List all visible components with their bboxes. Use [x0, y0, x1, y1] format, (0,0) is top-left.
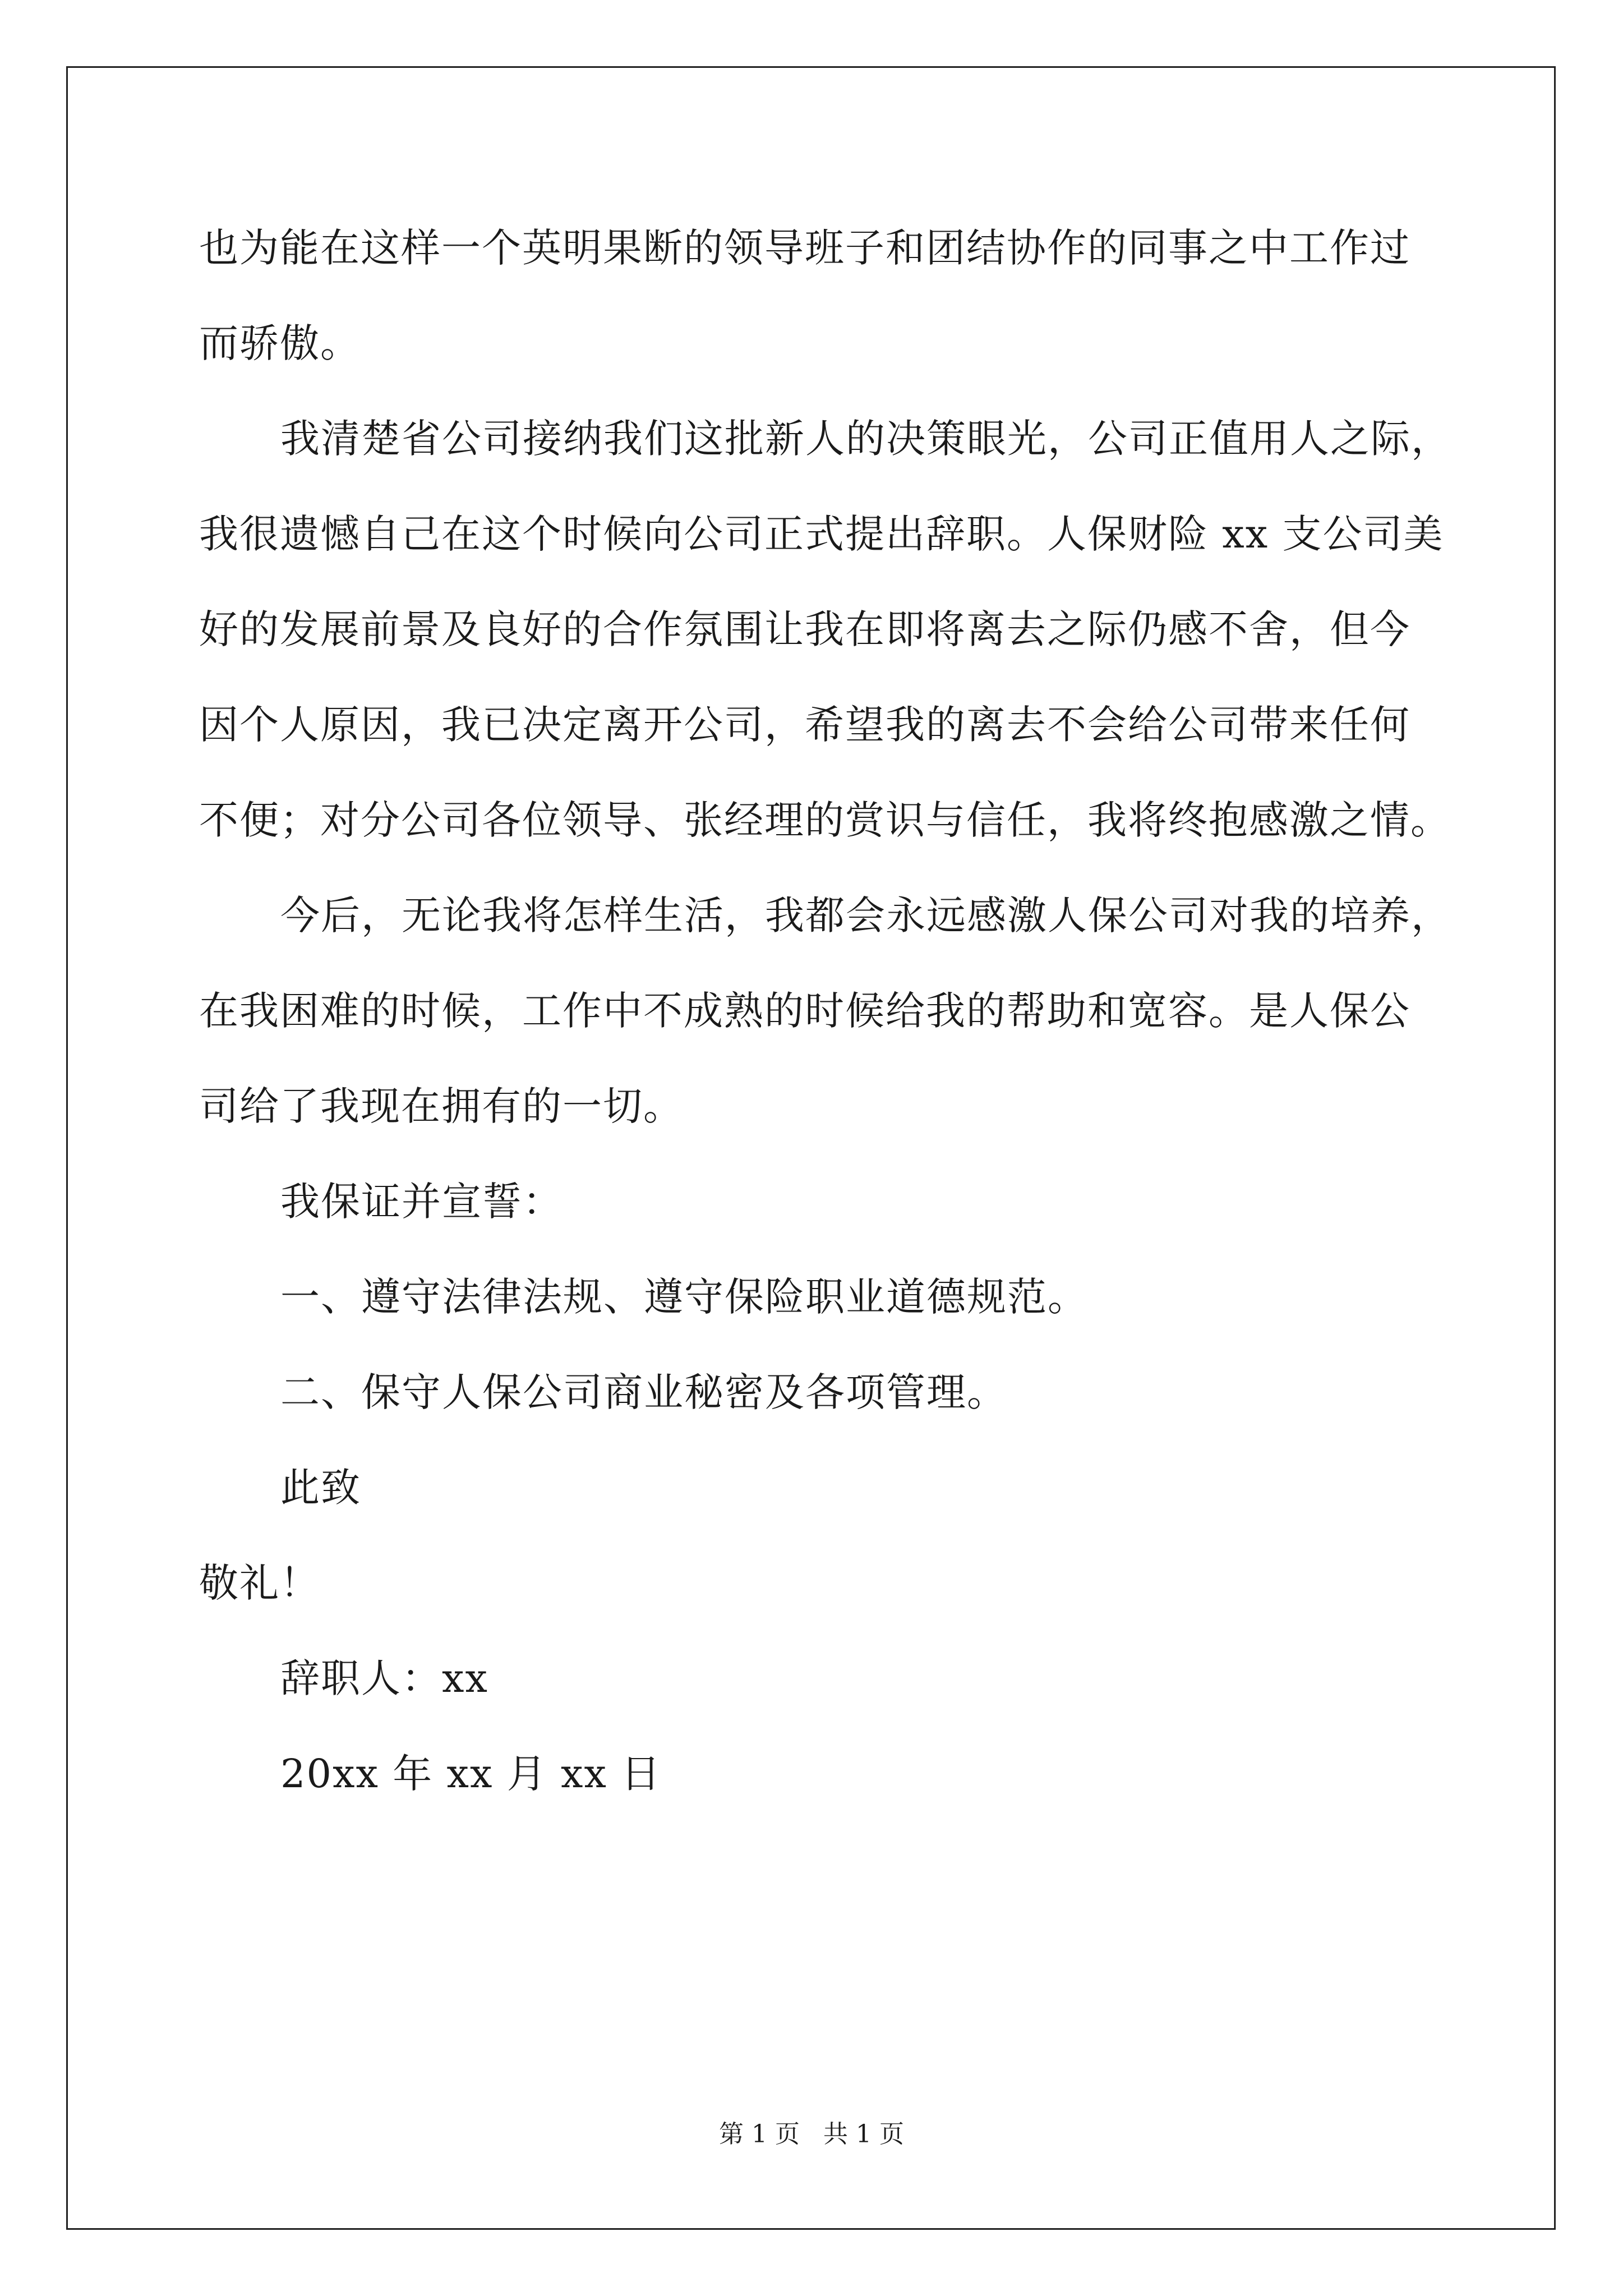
page-number-footer: 第 1 页 共 1 页: [719, 2120, 904, 2148]
body-text-line: 在我困难的时候，工作中不成熟的时候给我的帮助和宽容。是人保公: [199, 988, 1410, 1034]
pledge-item-2: 二、保守人保公司商业秘密及各项管理。: [280, 1369, 1007, 1415]
signer-name: 辞职人：xx: [280, 1655, 488, 1701]
body-text-line: 我很遗憾自己在这个时候向公司正式提出辞职。人保财险 xx 支公司美: [199, 511, 1444, 557]
body-text-line: 因个人原因，我已决定离开公司，希望我的离去不会给公司带来任何: [199, 702, 1410, 748]
closing-salutation: 此致: [280, 1465, 361, 1511]
paragraph-start-line: 今后，无论我将怎样生活，我都会永远感激人保公司对我的培养，: [280, 892, 1451, 938]
closing-regards: 敬礼！: [199, 1560, 320, 1606]
body-text-line: 也为能在这样一个英明果断的领导班子和团结协作的同事之中工作过: [199, 225, 1410, 271]
paragraph-start-line: 我清楚省公司接纳我们这批新人的决策眼光，公司正值用人之际，: [280, 416, 1451, 462]
pledge-item-1: 一、遵守法律法规、遵守保险职业道德规范。: [280, 1274, 1088, 1320]
page-border: [66, 66, 1556, 2230]
body-text-line: 不便；对分公司各位领导、张经理的赏识与信任，我将终抱感激之情。: [199, 797, 1451, 843]
body-text-line: 司给了我现在拥有的一切。: [199, 1083, 684, 1129]
body-text-line: 好的发展前景及良好的合作氛围让我在即将离去之际仍感不舍，但今: [199, 606, 1410, 652]
body-text-line: 而骄傲。: [199, 320, 361, 366]
signature-date: 20xx 年 xx 月 xx 日: [280, 1751, 662, 1797]
pledge-heading: 我保证并宣誓：: [280, 1179, 563, 1225]
